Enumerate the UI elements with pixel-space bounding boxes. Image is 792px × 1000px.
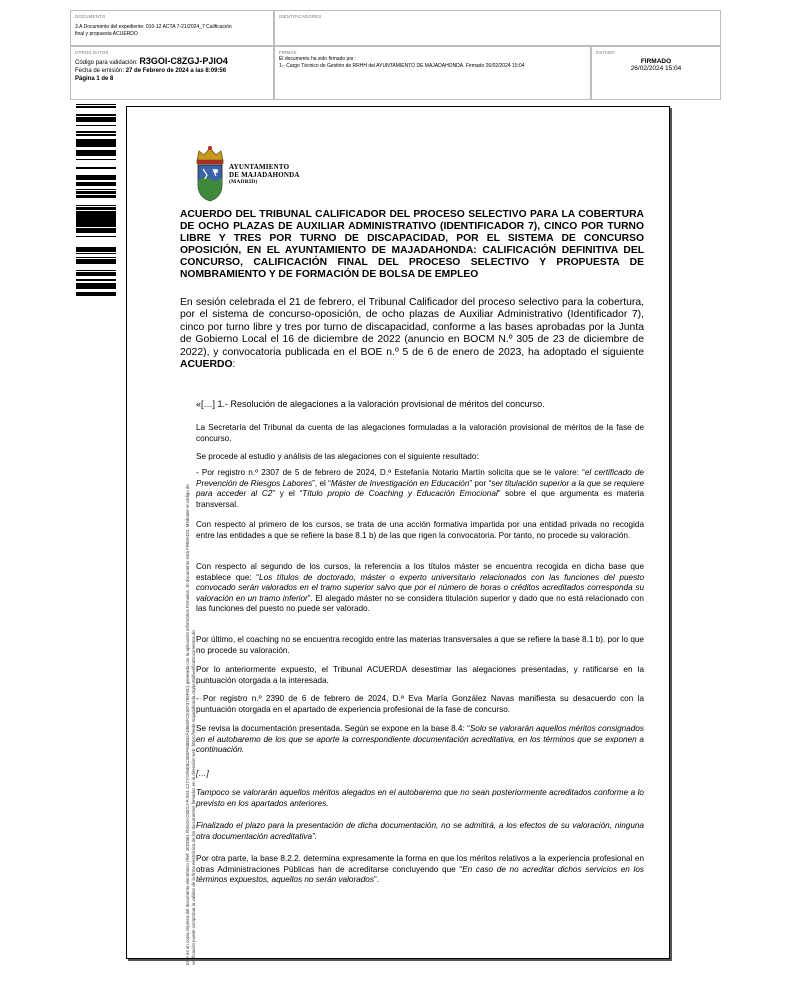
header-identificadores-box <box>274 10 721 46</box>
barcode-bar <box>76 189 116 190</box>
majadahonda-coat-of-arms-icon <box>193 145 227 203</box>
estado-date: 26/02/2024 15:04 <box>630 65 682 72</box>
codigo-label: Código para validación: <box>75 60 138 66</box>
p13-c: ”. <box>373 875 379 885</box>
header-otros-datos-box <box>70 46 274 100</box>
barcode-bar <box>76 263 116 264</box>
barcode-bar <box>76 253 116 254</box>
barcode-bar <box>76 195 116 197</box>
barcode-bar <box>76 153 116 156</box>
side-text-line-1: Este es un copia impresa del documento electrónico (Ref: 2023961 R3GOI-C8ZGJ-PJIO4 C1TYC8NE5C3E0F948832AD5E5FC51EF3786F8C) generada con la aplicación informática Firmadoc. El documento está FIRMADO. Mediante el código de <box>185 484 190 965</box>
barcode-bar <box>76 286 116 288</box>
barcode-bar <box>76 272 116 275</box>
barcode-bar <box>76 192 116 193</box>
intro-bold: ACUERDO <box>180 359 233 371</box>
barcode-bar <box>76 292 116 293</box>
barcode-bar <box>76 191 116 192</box>
identificadores-caption: IDENTIFICADORES <box>279 14 322 19</box>
barcode-bar <box>76 145 116 147</box>
barcode-bar <box>76 150 116 153</box>
barcode-bar <box>76 231 116 233</box>
p9-b: Solo se valorarán aquellos méritos consignados en el autobaremo de los que se aporte la correspondiente documentación acreditativa, en los términos que se exponen a continuación. <box>196 724 644 755</box>
barcode-bar <box>76 275 116 276</box>
header-estado-box <box>591 46 721 100</box>
firmas-caption: FIRMAS <box>279 50 297 55</box>
logo-text <box>229 164 300 187</box>
side-text-line-2: verificación puede comprobar la validez de la firma electrónica de los documentos firmados en la dirección web: https://sede.majadahonda.org/portal/verificaDocumentos.do <box>190 630 196 965</box>
codigo-value: R3GOI-C8ZGJ-PJIO4 <box>139 56 228 66</box>
paragraph-5 <box>196 562 644 615</box>
p9-a: Se revisa la documentación presentada. Según se expone en la base 8.4: “ <box>196 724 470 733</box>
documento-caption: DOCUMENTO <box>75 14 106 19</box>
p3-i: ” sobre el que argumenta es materia transversal. <box>196 489 644 509</box>
paragraph-1: La Secretaría del Tribunal da cuenta de las alegaciones formuladas a la valoración provisional de méritos de la fase de concurso. <box>196 423 644 443</box>
barcode-bar <box>76 175 116 178</box>
barcode-bar <box>76 182 116 185</box>
section-heading: «[…] 1.- Resolución de alegaciones a la valoración provisional de méritos del concurso. <box>196 399 545 409</box>
p3-f: ser titulación superior a la que se requiere para acceder al C2 <box>196 478 644 499</box>
barcode-bar <box>76 220 116 221</box>
logo-line-2: DE MAJADAHONDA <box>229 170 300 179</box>
documento-line-2: final y propuesta ACUERDO <box>75 30 138 37</box>
paragraph-10: […] <box>196 769 209 778</box>
barcode-bar <box>76 205 116 206</box>
otros-datos-caption: OTROS DATOS <box>75 50 109 55</box>
p13-a: Por otra parte, la base 8.2.2. determina expresamente la forma en que los méritos relativos a la experiencia profesional en otras Administraciones Públicas han de acreditarse concluyendo que “ <box>196 854 644 874</box>
barcode-bar <box>76 230 116 231</box>
estado-caption: ESTADO <box>596 50 615 55</box>
barcode-bar <box>76 120 116 122</box>
barcode-bar <box>76 167 116 169</box>
barcode-bar <box>76 224 116 227</box>
page-counter: Página 1 de 8 <box>75 76 114 82</box>
p3-d: Máster de Investigación en Educación <box>330 478 470 488</box>
barcode-bar <box>76 107 116 108</box>
barcode-bar <box>76 139 116 140</box>
barcode-bar <box>76 134 116 136</box>
barcode-bar <box>76 131 116 132</box>
paragraph-6: Por último, el coaching no se encuentra recogido entre las materias transversales a que se refiere la base 8.1 b). por lo que no procede su valoración. <box>196 635 644 655</box>
barcode-bar <box>76 144 116 145</box>
barcode-bar <box>76 236 116 237</box>
paragraph-4: Con respecto al primero de los cursos, se trata de una acción formativa impartida por una entidad privada no recogida entre las entidades a que se refiere la base 8.1 b) de las que rigen la convocatoria. Por tanto, no procede su valoración. <box>196 520 644 540</box>
paragraph-9 <box>196 724 644 756</box>
fecha-label: Fecha de emisión: <box>75 68 125 74</box>
barcode <box>76 104 116 296</box>
barcode-bar <box>76 283 116 286</box>
barcode-bar <box>76 211 116 214</box>
barcode-bar <box>76 259 116 260</box>
document-title: ACUERDO DEL TRIBUNAL CALIFICADOR DEL PROCESO SELECTIVO PARA LA COBERTURA DE OCHO PLAZAS DE AUXILIAR ADMINISTRATIVO (IDENTIFICADOR 7), CINCO POR TURNO LIBRE Y TRES POR TURNO DE DISCAPACIDAD, POR EL SISTEMA DE CONCURSO OPOSICIÓN, EN EL AYUNTAMIENTO DE MAJADAHONDA: CALIFICACIÓN DEFINITIVA DEL CONCURSO, CALIFICACIÓN FINAL DEL PROCESO SELECTIVO Y PROPUESTA DE NOMBRAMIENTO Y DE FORMACIÓN DE BOLSA DE EMPLEO <box>180 209 644 280</box>
firmas-line-2: 1.- Cargo Técnico de Gestión de RRHH del AYUNTAMIENTO DE MAJADAHONDA. Firmado 26/02/2024 15:04 <box>279 62 525 69</box>
intro-tail: : <box>232 359 236 371</box>
barcode-bar <box>76 293 116 295</box>
barcode-bar <box>76 295 116 296</box>
p3-e: ” por “ <box>469 478 492 488</box>
barcode-bar <box>76 125 116 126</box>
paragraph-13 <box>196 854 644 886</box>
barcode-bar <box>76 260 116 261</box>
barcode-bar <box>76 132 116 133</box>
p3-b: el certificado de Prevención de Riesgos Labores <box>196 468 644 488</box>
barcode-bar <box>76 261 116 263</box>
barcode-bar <box>76 178 116 180</box>
barcode-bar <box>76 249 116 250</box>
barcode-bar <box>76 193 116 194</box>
p5-b: Los títulos de doctorado, máster o experto universitario relacionados con las funciones del puesto convocado serán valorados en el tramo superior salvo que por el número de horas o créditos acreditados corresponda su valoración en un tramo inferior <box>196 572 644 603</box>
barcode-bar <box>76 214 116 217</box>
barcode-bar <box>76 217 116 220</box>
barcode-bar <box>76 228 116 230</box>
barcode-bar <box>76 257 116 258</box>
barcode-bar <box>76 114 116 116</box>
barcode-bar <box>76 279 116 281</box>
p13-b: En caso de no acreditar dichos servicios en los términos expuestos, aquellos no serán valorados <box>196 864 644 885</box>
barcode-bar <box>76 197 116 198</box>
p3-h: Título propio de Coaching y Educación Emocional <box>302 489 498 499</box>
intro-paragraph <box>180 297 644 371</box>
barcode-bar <box>76 140 116 143</box>
logo-line-3: (MADRID) <box>229 179 258 185</box>
paragraph-7: Por lo anteriormente expuesto, el Tribunal ACUERDA desestimar las alegaciones presentadas, y ratificarse en la puntuación otorgada a la interesada. <box>196 665 644 685</box>
barcode-bar <box>76 117 116 118</box>
barcode-bar <box>76 221 116 224</box>
paragraph-11: Tampoco se valorarán aquellos méritos alegados en el autobaremo que no sean posteriormente acreditados conforme a lo previsto en los apartados anteriores. <box>196 788 644 808</box>
barcode-bar <box>76 207 116 210</box>
barcode-bar <box>76 288 116 289</box>
barcode-bar <box>76 270 116 271</box>
header-firmas-box <box>274 46 591 100</box>
firmas-line-1: El documento ha sido firmado por : <box>279 56 357 62</box>
paragraph-2: Se procede al estudio y análisis de las alegaciones con el siguiente resultado: <box>196 452 479 461</box>
barcode-bar <box>76 247 116 249</box>
intro-text: En sesión celebrada el 21 de febrero, el Tribunal Calificador del proceso selectivo para la cobertura, por el sistema de concurso-oposición, de ocho plazas de Auxiliar Administrativo (Identificador 7), cinco por turno libre y tres por turno de discapacidad, conforme a las bases aprobadas por la Junta de Gobierno Local el 16 de diciembre de 2022 (anuncio en BOCM N.º 305 de 23 de diciembre de 2022), y convocatoria publicada en el BOE n.º 5 de 6 de enero de 2023, ha adoptado el siguiente <box>180 297 644 358</box>
barcode-bar <box>76 159 116 160</box>
p5-c: ”. El alegado máster no se considera titulación superior y dado que no está relacionado con las funciones del puesto no puede ser valorado. <box>196 593 644 614</box>
barcode-bar <box>76 250 116 252</box>
fecha-value: 27 de Febrero de 2024 a las 8:09:56 <box>125 68 227 74</box>
p5-a: Con respecto al segundo de los cursos, la referencia a los títulos máster se encuentra recogida en dicha base que establece que: “ <box>196 562 644 582</box>
barcode-bar <box>76 143 116 144</box>
logo-line-1: AYUNTAMIENTO <box>229 163 290 171</box>
paragraph-12: Finalizado el plazo para la presentación de dicha documentación, no se admitirá, a los efectos de su valoración, ninguna otra documentación acreditativa”. <box>196 821 644 841</box>
paragraph-8: - Por registro n.º 2390 de 6 de febrero de 2024, D.ª Eva María González Navas manifiesta su desacuerdo con la puntuación otorgada en el apartado de experiencia profesional de la fase de concurso. <box>196 694 644 714</box>
documento-line-1: 3.A Documento del expediente: 010-12 ACTA 7-21/2024_7 Calificación <box>75 24 232 30</box>
p3-g: ” y el “ <box>272 489 303 499</box>
p3-c: ”, el “ <box>312 478 331 488</box>
header-documento-box <box>70 10 274 46</box>
estado-value: FIRMADO <box>640 58 672 65</box>
barcode-bar <box>76 104 116 105</box>
barcode-bar <box>76 185 116 186</box>
barcode-bar <box>76 118 116 120</box>
paragraph-3 <box>196 468 644 510</box>
barcode-bar <box>76 106 116 107</box>
p3-a: - Por registro n.º 2307 de 5 de febrero de 2024, D.ª Estefanía Notario Martín solicita que se le valore: “ <box>196 468 585 477</box>
